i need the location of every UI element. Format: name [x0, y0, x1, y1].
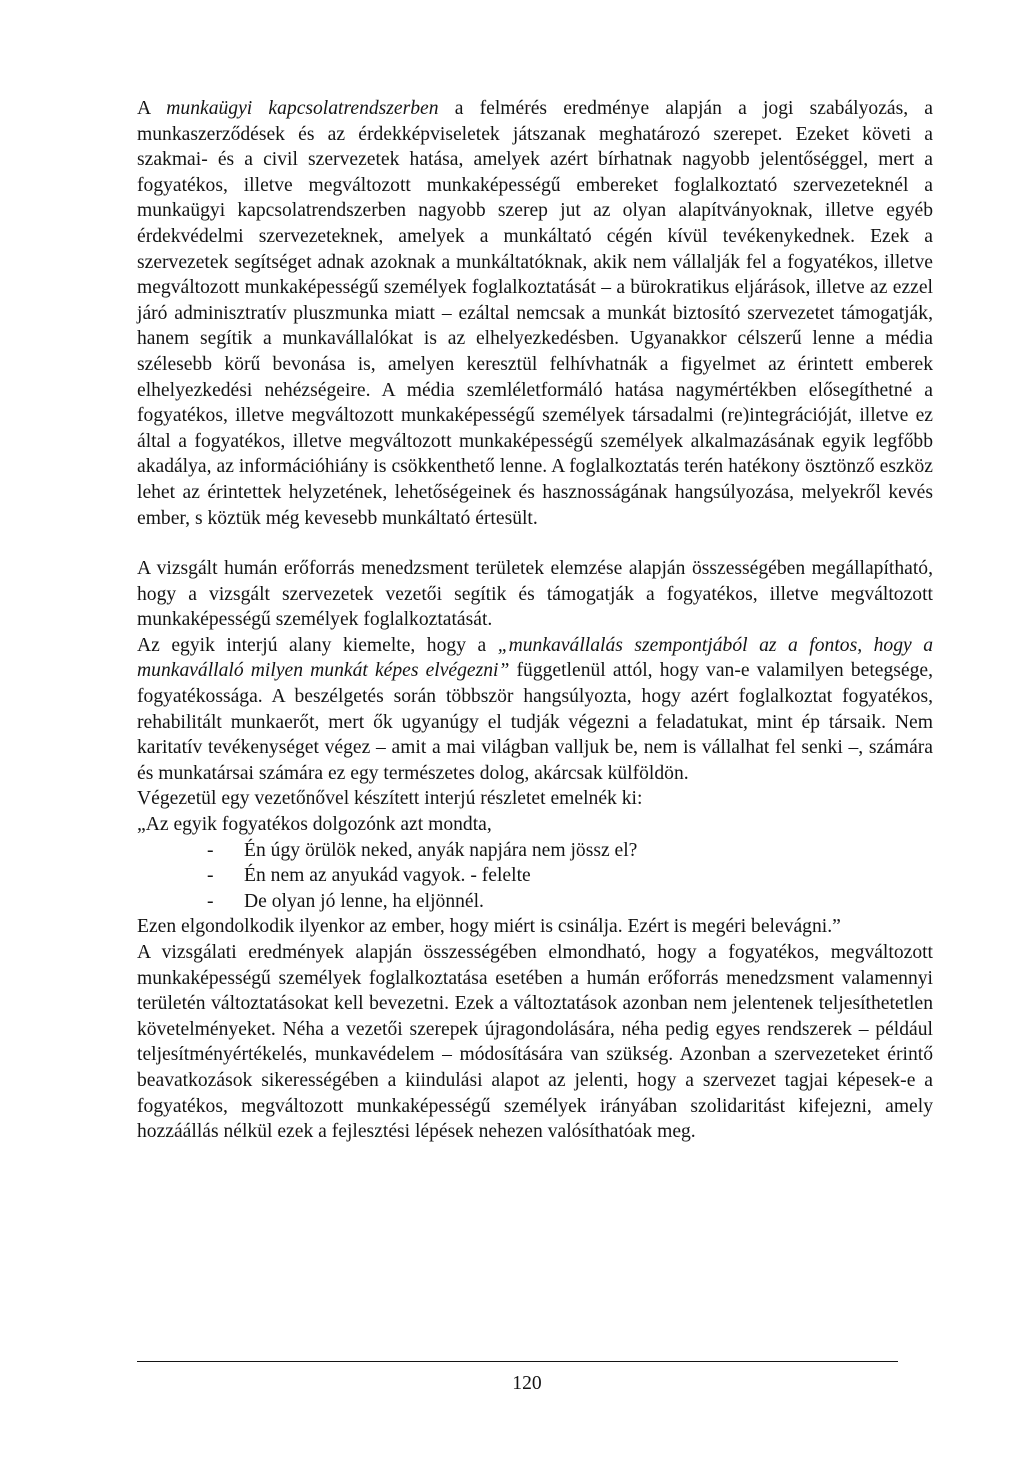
- page-number: 120: [512, 1373, 542, 1394]
- quote-intro: „Az egyik fogyatékos dolgozónk azt mondta,: [137, 814, 492, 836]
- dialogue-line: [137, 838, 933, 864]
- dialogue-line: [137, 889, 933, 915]
- emphasis-term: munkaügyi kapcsolatrendszerben: [166, 98, 439, 119]
- paragraph-interview-1: [137, 633, 933, 787]
- paragraph-conclusion: A vizsgálati eredmények alapján összességében elmondható, hogy a fogyatékos, megváltozott munkaképességű személyek foglalkoztatása esetében a humán erőforrás menedzsment valamennyi területén változtatásokat kell bevezetni. Ezek a változtatások azonban nem jelentenek teljesíthetetlen követelményeket. Néha a vezetői szerepek újragondolására, néha pedig egyes rendszerek – például teljesítményértékelés, munkavédelem – módosítására van szükség. Azonban a szervezeteket érintő beavatkozások sikerességében a kiindulási alapot az jelenti, hogy a szervezet tagjai képesek-e a fogyatékos, megváltozott munkaképességű személyek irányában szolidaritást kifejezni, amely hozzáállás nélkül ezek a fejlesztési lépések nehezen valósíthatóak meg.: [137, 942, 933, 1143]
- dash-marker: -: [207, 890, 214, 912]
- paragraph-body: a felmérés eredménye alapján a jogi szabályozás, a munkaszerződések és az érdekképviseletek játszanak meghatározó szerepet. Ezeket követi a szakmai- és a civil szervezetek hatása, amelyek azért bírhatnak nagyobb jelentőséggel, mert a fogyatékos, illetve megváltozott munkaképességű embereket foglalkoztató szervezeteknél a munkaügyi kapcsolatrendszerben nagyobb szerep jut az olyan alapítványoknak, illetve egyéb érdekvédelmi szervezeteknek, amelyek a munkáltató cégén kívül tevékenykednek. Ezek a szervezetek segítséget adnak azoknak a munkáltatóknak, akik nem vállalják fel a fogyatékos, illetve megváltozott munkaképességű személyek foglalkoztatását – a bürokratikus eljárások, illetve az ezzel járó adminisztratív pluszmunka miatt – ezáltal nemcsak a munkát biztosító szervezetet támogatják, hanem segítik a munkavállalókat is az elhelyezkedésben. Ugyanakkor célszerű lenne a média szélesebb körű bevonása is, amelyen keresztül felhívhatnák a figyelmet az érintett emberek elhelyezkedési nehézségeire. A média szemléletformáló hatása nagymértékben elősegíthetné a fogyatékos, illetve megváltozott munkaképességű személyek társadalmi (re)integrációját, illetve ez által a fogyatékos, illetve megváltozott munkaképességű személyek alkalmazásának egyik legfőbb akadálya, az információhiány is csökkenthető lenne. A foglalkoztatás terén hatékony ösztönző eszköz lehet az érintettek helyzetének, lehetőségeinek és hasznosságának hangsúlyozása, melyekről kevés ember, s köztük még kevesebb munkáltató értesült.: [137, 98, 933, 529]
- dialogue-line: [137, 863, 933, 889]
- paragraph-interview-2-intro: Végezetül egy vezetőnővel készített interjú részletet emelnék ki:: [137, 788, 643, 810]
- paragraph-intro: Az egyik interjú alany kiemelte, hogy a: [137, 634, 498, 656]
- dash-marker: -: [207, 839, 214, 861]
- paragraph-body: függetlenül attól, hogy van-e valamilyen betegsége, fogyatékossága. A beszélgetés során többször hangsúlyozta, hogy azért foglalkoztat fogyatékos, rehabilitált munkaerőt, mert ők ugyanúgy el tudják végezni a feladatukat, mint ép társaik. Nem karitatív tevékenységet végez – amit a mai világban valljuk be, nem is vállalhat fel senki –, számára és munkatársai számára ez egy természetes dolog, akárcsak külföldön.: [137, 660, 933, 784]
- paragraph-hr-analysis: A vizsgált humán erőforrás menedzsment területek elemzése alapján összességében megállapítható, hogy a vizsgált szervezetek vezetői segítik és támogatják a fogyatékos, illetve megváltozott munkaképességű személyek foglalkoztatását.: [137, 558, 933, 631]
- dash-marker: -: [207, 865, 214, 887]
- dialogue-text: Én nem az anyukád vagyok. - felelte: [244, 865, 531, 887]
- quote-ending: Ezen elgondolkodik ilyenkor az ember, hogy miért is csinálja. Ezért is megéri belevágni.”: [137, 916, 841, 938]
- dialogue-text: De olyan jó lenne, ha eljönnél.: [244, 890, 484, 912]
- paragraph-lead: A: [137, 98, 167, 119]
- footer-divider: [137, 1361, 898, 1362]
- interview-quote: „munkavállalás szempontjából az a fontos, hogy a munkavállaló milyen munkát képes elvégezni”: [137, 634, 933, 682]
- paragraph-labour-relations: [137, 96, 933, 531]
- document-page: [137, 96, 933, 1145]
- dialogue-text: Én úgy örülök neked, anyák napjára nem jössz el?: [244, 839, 638, 861]
